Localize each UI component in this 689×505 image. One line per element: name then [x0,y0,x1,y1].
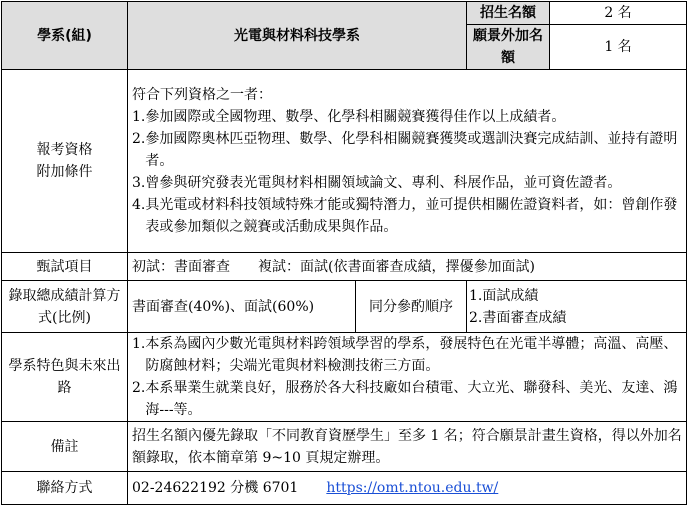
exam-label: 甄試項目 [2,253,128,281]
notes-row [2,422,687,472]
feature-item: 1. 本系為國內少數光電與材料跨領域學習的學系，發展特色在光電半導體；高溫、高壓、防腐蝕材料；尖端光電與材料檢測技術三方面。 [132,336,678,374]
tie-break-label: 同分參酌順序 [356,281,467,333]
extra-quota-label: 願景外加名額 [467,25,550,70]
tie-item: 1.面試成績 [469,287,539,304]
tie-item: 2.書面審查成績 [469,309,567,326]
qualification-item: 2. 參加國際奧林匹亞物理、數學、化學科相關競賽獲獎或選訓決賽完成結訓、並持有證明者。 [132,131,678,169]
notes-content: 招生名額內優先錄取「不同教育資歷學生」至多 1 名；符合願景計畫生資格，得以外加名額錄取，依本簡章第 9~10 頁規定辦理。 [128,422,687,472]
features-list [132,333,682,421]
quota-label: 招生名額 [467,2,550,25]
quota-value: 2 名 [550,2,687,25]
qualification-item: 3. 曾參與研究發表光電與材料相關領域論文、專利、科展作品，並可資佐證者。 [132,175,622,191]
scoring-label: 錄取總成績計算方式(比例) [2,281,128,333]
department-website-link[interactable]: https://omt.ntou.edu.tw/ [326,480,499,496]
contact-content [128,472,687,505]
qualification-item: 1. 參加國際或全國物理、數學、化學科相關競賽獲得佳作以上成績者。 [132,109,566,125]
features-label: 學系特色與未來出路 [2,333,128,422]
qualifications-intro: 符合下列資格之一者： [132,87,272,103]
contact-label: 聯絡方式 [2,472,128,505]
dept-name: 光電與材料科技學系 [128,2,467,70]
qualification-item: 4. 具光電或材料科技領域特殊才能或獨特潛力，並可提供相關佐證資料者，如：曾創作發表或參加類似之競賽或活動成果與作品。 [132,197,678,235]
feature-item: 2. 本系畢業生就業良好，服務於各大科技廠如台積電、大立光、聯發科、美光、友達、鴻海---等。 [132,380,678,418]
qualifications-label: 報考資格 附加條件 [2,70,128,253]
header-row-quota [2,2,687,25]
exam-content [128,253,687,281]
scoring-formula: 書面審查(40%)、面試(60%) [128,281,356,333]
features-content [128,333,687,422]
notes-label: 備註 [2,422,128,472]
contact-phone: 02-24622192 分機 6701 [132,480,299,496]
qualifications-content [128,70,687,253]
scoring-row [2,281,687,333]
qualifications-list [132,106,682,238]
admission-table [1,1,687,505]
exam-row [2,253,687,281]
features-row [2,333,687,422]
exam-second: 複試：面試(依書面審查成績，擇優參加面試) [258,258,535,275]
dept-label: 學系(組) [2,2,128,70]
exam-initial: 初試：書面審查 [132,258,230,275]
extra-quota-value: 1 名 [550,25,687,70]
contact-row [2,472,687,505]
tie-break-order [467,281,687,333]
qualifications-row [2,70,687,253]
